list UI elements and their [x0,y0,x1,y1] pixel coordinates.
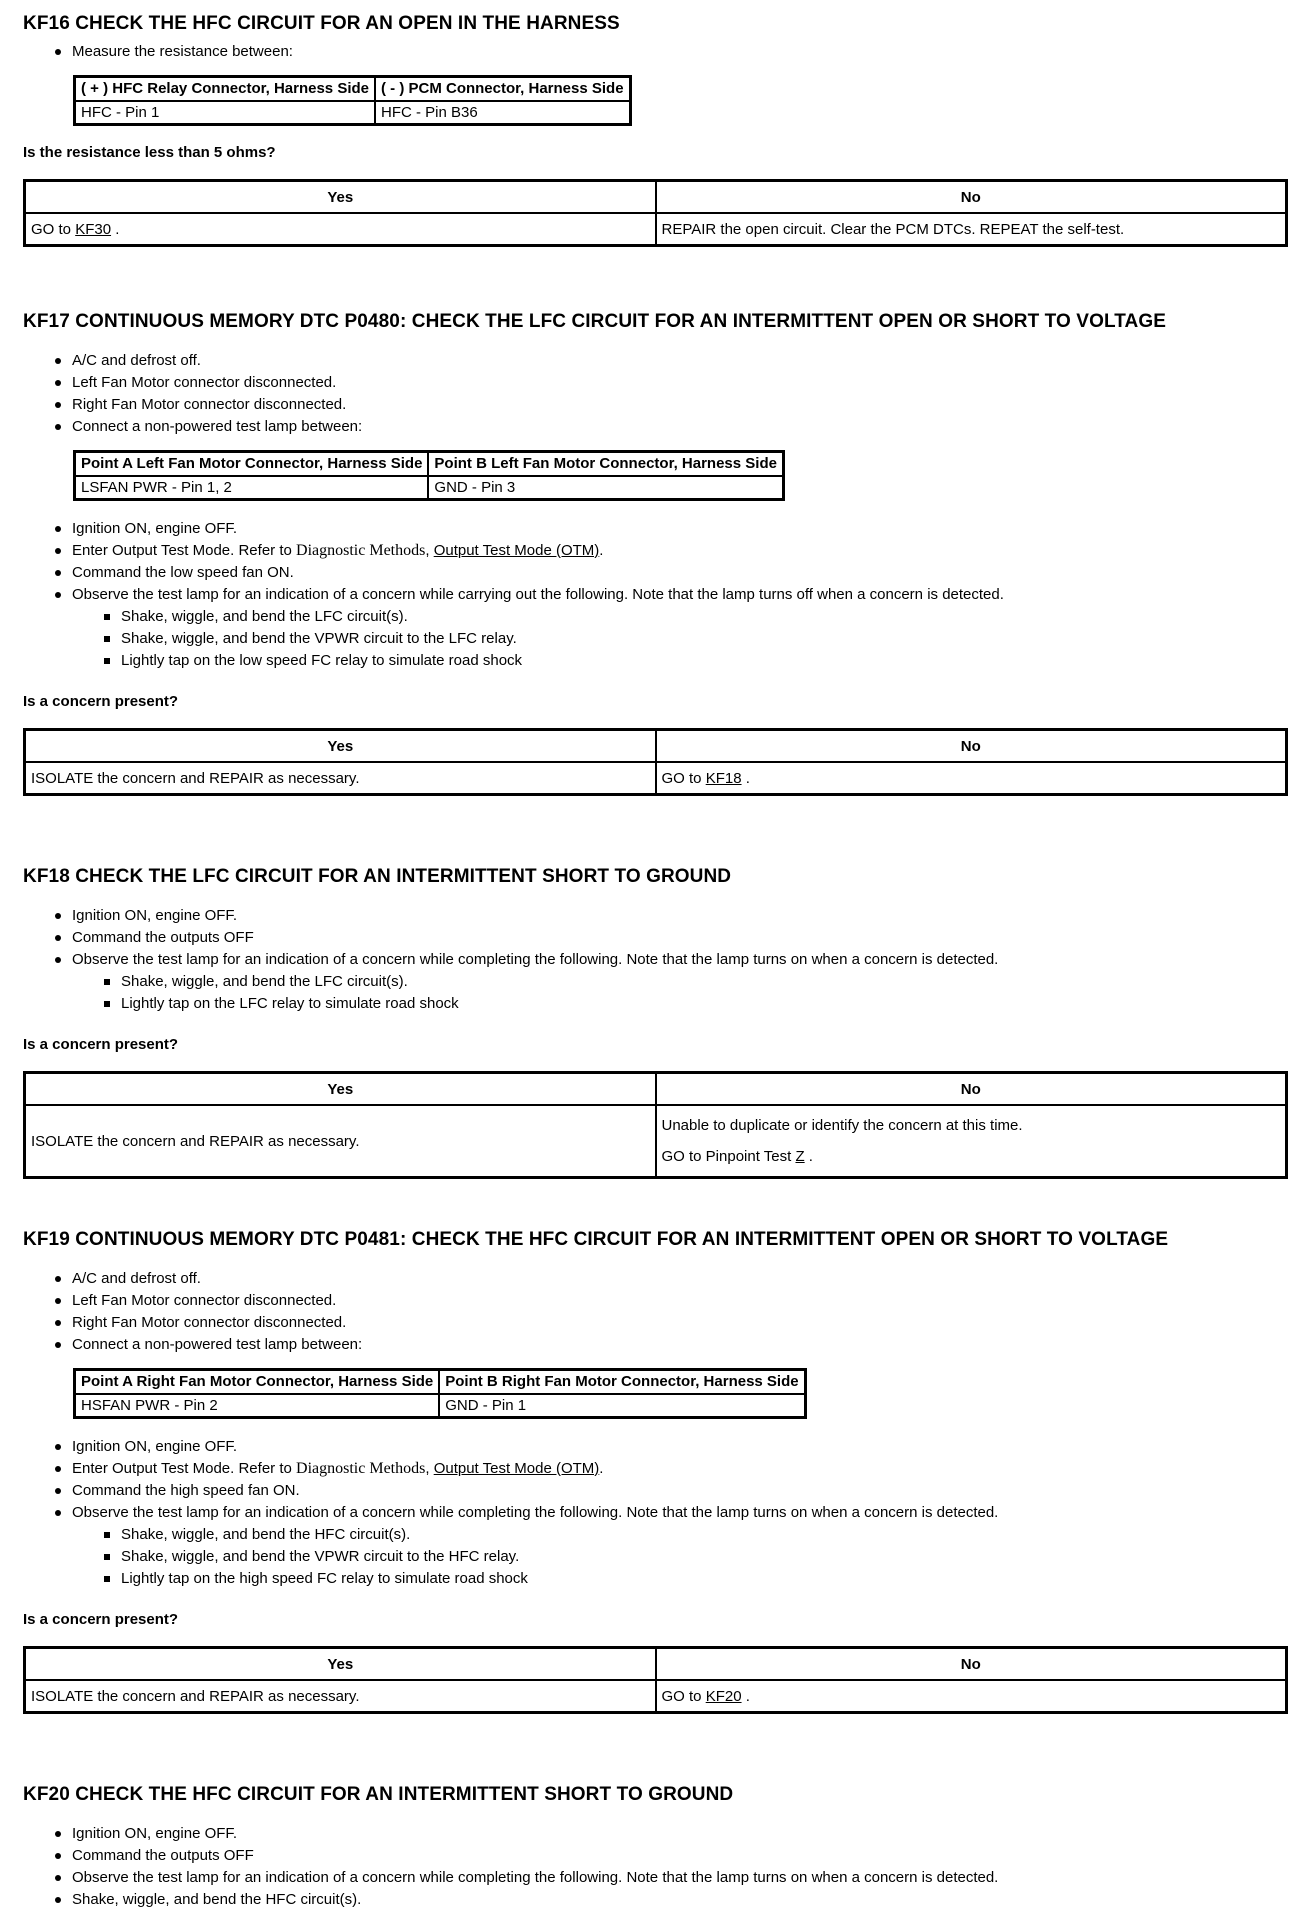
step-item: Observe the test lamp for an indication of a concern while completing the following. Note that the lamp turns on when a concern is detected. [23,1502,1288,1524]
section-title: KF18 CHECK THE LFC CIRCUIT FOR AN INTERMITTENT SHORT TO GROUND [23,866,732,887]
no-text-end: . [741,769,750,787]
no-text-end: . [804,1147,813,1165]
table-header: ( + ) HFC Relay Connector, Harness Side [75,77,376,101]
goto-kf18-link[interactable]: KF18 [705,769,742,787]
sub-step-item: Lightly tap on the high speed FC relay to simulate road shock [23,1568,1288,1590]
goto-kf20-link[interactable]: KF20 [705,1687,742,1705]
step-item: Shake, wiggle, and bend the HFC circuit(s). [23,1889,998,1911]
no-cell [656,1105,1287,1178]
no-text-end: . [741,1687,750,1705]
no-header: No [656,1648,1287,1681]
question: Is the resistance less than 5 ohms? [23,144,276,161]
diagnostic-methods-ref: Diagnostic Methods [296,542,426,559]
step-list [23,1436,1288,1524]
no-header: No [656,1073,1287,1106]
step-item: Right Fan Motor connector disconnected. [23,394,1288,416]
goto-kf30-link[interactable]: KF30 [75,220,112,238]
step-item: Command the outputs OFF [23,927,1288,949]
no-header: No [656,181,1287,214]
table-cell: GND - Pin 3 [428,476,783,500]
no-cell [656,1680,1287,1713]
step-item: Connect a non-powered test lamp between: [23,1334,1288,1356]
step-list [23,518,1288,606]
question: Is a concern present? [23,1611,179,1628]
section-title: KF19 CONTINUOUS MEMORY DTC P0481: CHECK THE HFC CIRCUIT FOR AN INTERMITTENT OPEN OR SHORT TO VOLTAGE [23,1229,1169,1250]
sub-step-list [23,1524,1288,1590]
table-header: Point B Left Fan Motor Connector, Harness Side [428,452,783,476]
yes-no-table [23,179,1288,247]
step-item-otm [23,540,1288,562]
step-item: A/C and defrost off. [23,1268,1288,1290]
table-header: Point A Left Fan Motor Connector, Harness Side [75,452,429,476]
otm-sep: , [425,1460,434,1477]
sub-step-item: Shake, wiggle, and bend the VPWR circuit to the LFC relay. [23,628,1288,650]
step-item: Left Fan Motor connector disconnected. [23,1290,1288,1312]
table-cell: HFC - Pin 1 [75,101,376,125]
test-lamp-table [73,1368,807,1419]
no-cell: REPAIR the open circuit. Clear the PCM DTCs. REPEAT the self-test. [656,213,1287,246]
yes-no-table [23,728,1288,796]
step-item-otm [23,1458,1288,1480]
table-header: Point B Right Fan Motor Connector, Harness Side [439,1370,805,1394]
table-cell: HFC - Pin B36 [375,101,630,125]
sub-step-item: Shake, wiggle, and bend the LFC circuit(s). [23,606,1288,628]
step-item: Ignition ON, engine OFF. [23,1436,1288,1458]
otm-text: Enter Output Test Mode. Refer to [72,1460,297,1477]
otm-link[interactable]: Output Test Mode (OTM) [433,1460,600,1477]
table-header: Point A Right Fan Motor Connector, Harness Side [75,1370,440,1394]
yes-header: Yes [25,1073,656,1106]
step-item: Ignition ON, engine OFF. [23,518,1288,540]
step-item: Left Fan Motor connector disconnected. [23,372,1288,394]
table-cell: HSFAN PWR - Pin 2 [75,1394,440,1418]
step-item: Connect a non-powered test lamp between: [23,416,1288,438]
otm-text: Enter Output Test Mode. Refer to [72,542,297,559]
pinpoint-test-z-link[interactable]: Z [795,1147,805,1165]
step-item: Ignition ON, engine OFF. [23,905,1288,927]
step-item: Observe the test lamp for an indication of a concern while completing the following. Note that the lamp turns on when a concern is detected. [23,1867,998,1889]
no-text: GO to [661,769,706,787]
section-kf18 [23,865,1288,1179]
section-kf19 [23,1228,1288,1714]
diagnostic-methods-ref: Diagnostic Methods [296,1460,426,1477]
step-item: Right Fan Motor connector disconnected. [23,1312,1288,1334]
yes-header: Yes [25,730,656,763]
no-header: No [656,730,1287,763]
step-item: Command the high speed fan ON. [23,1480,1288,1502]
otm-end: . [599,542,604,559]
sub-step-list [23,971,1288,1015]
yes-cell: ISOLATE the concern and REPAIR as necessary. [25,762,656,795]
section-title: KF16 CHECK THE HFC CIRCUIT FOR AN OPEN IN THE HARNESS [23,13,620,34]
yes-no-table [23,1071,1288,1179]
section-title: KF17 CONTINUOUS MEMORY DTC P0480: CHECK THE LFC CIRCUIT FOR AN INTERMITTENT OPEN OR SHORT TO VOLTAGE [23,311,1167,332]
section-title: KF20 CHECK THE HFC CIRCUIT FOR AN INTERMITTENT SHORT TO GROUND [23,1784,734,1805]
sub-step-item: Shake, wiggle, and bend the HFC circuit(s). [23,1524,1288,1546]
question: Is a concern present? [23,1036,179,1053]
otm-end: . [599,1460,604,1477]
step-item: Observe the test lamp for an indication of a concern while completing the following. Note that the lamp turns on when a concern is detected. [23,949,1288,971]
test-lamp-table [73,450,785,501]
sub-step-list [23,606,1288,672]
step-item: Observe the test lamp for an indication of a concern while carrying out the following. Note that the lamp turns off when a concern is detected. [23,584,1288,606]
step-item: Measure the resistance between: [23,41,1288,63]
table-cell: GND - Pin 1 [439,1394,805,1418]
yes-no-table [23,1646,1288,1714]
yes-cell: ISOLATE the concern and REPAIR as necessary. [25,1105,656,1178]
step-item: Command the low speed fan ON. [23,562,1288,584]
no-text-line1: Unable to duplicate or identify the concern at this time. [661,1116,1023,1134]
step-list [23,1823,998,1911]
sub-step-item: Lightly tap on the LFC relay to simulate road shock [23,993,1288,1015]
section-kf20 [23,1783,998,1911]
yes-cell: ISOLATE the concern and REPAIR as necessary. [25,1680,656,1713]
yes-header: Yes [25,181,656,214]
table-cell: LSFAN PWR - Pin 1, 2 [75,476,429,500]
yes-header: Yes [25,1648,656,1681]
yes-text-end: . [111,220,120,238]
section-kf16 [23,12,1288,247]
step-list [23,350,1288,438]
step-item: Ignition ON, engine OFF. [23,1823,998,1845]
no-text: GO to Pinpoint Test [661,1147,796,1165]
sub-step-item: Shake, wiggle, and bend the LFC circuit(s). [23,971,1288,993]
yes-cell [25,213,656,246]
step-list [23,41,1288,63]
no-cell [656,762,1287,795]
sub-step-item: Lightly tap on the low speed FC relay to simulate road shock [23,650,1288,672]
otm-sep: , [425,542,434,559]
yes-text: GO to [31,220,76,238]
no-text: GO to [661,1687,706,1705]
sub-step-item: Shake, wiggle, and bend the VPWR circuit to the HFC relay. [23,1546,1288,1568]
measurement-table [73,75,632,126]
step-list [23,905,1288,971]
table-header: ( - ) PCM Connector, Harness Side [375,77,630,101]
step-item: A/C and defrost off. [23,350,1288,372]
no-text-line2 [662,1146,1281,1168]
otm-link[interactable]: Output Test Mode (OTM) [433,542,600,559]
step-list [23,1268,1288,1356]
question: Is a concern present? [23,693,179,710]
section-kf17 [23,310,1288,796]
step-item: Command the outputs OFF [23,1845,998,1867]
